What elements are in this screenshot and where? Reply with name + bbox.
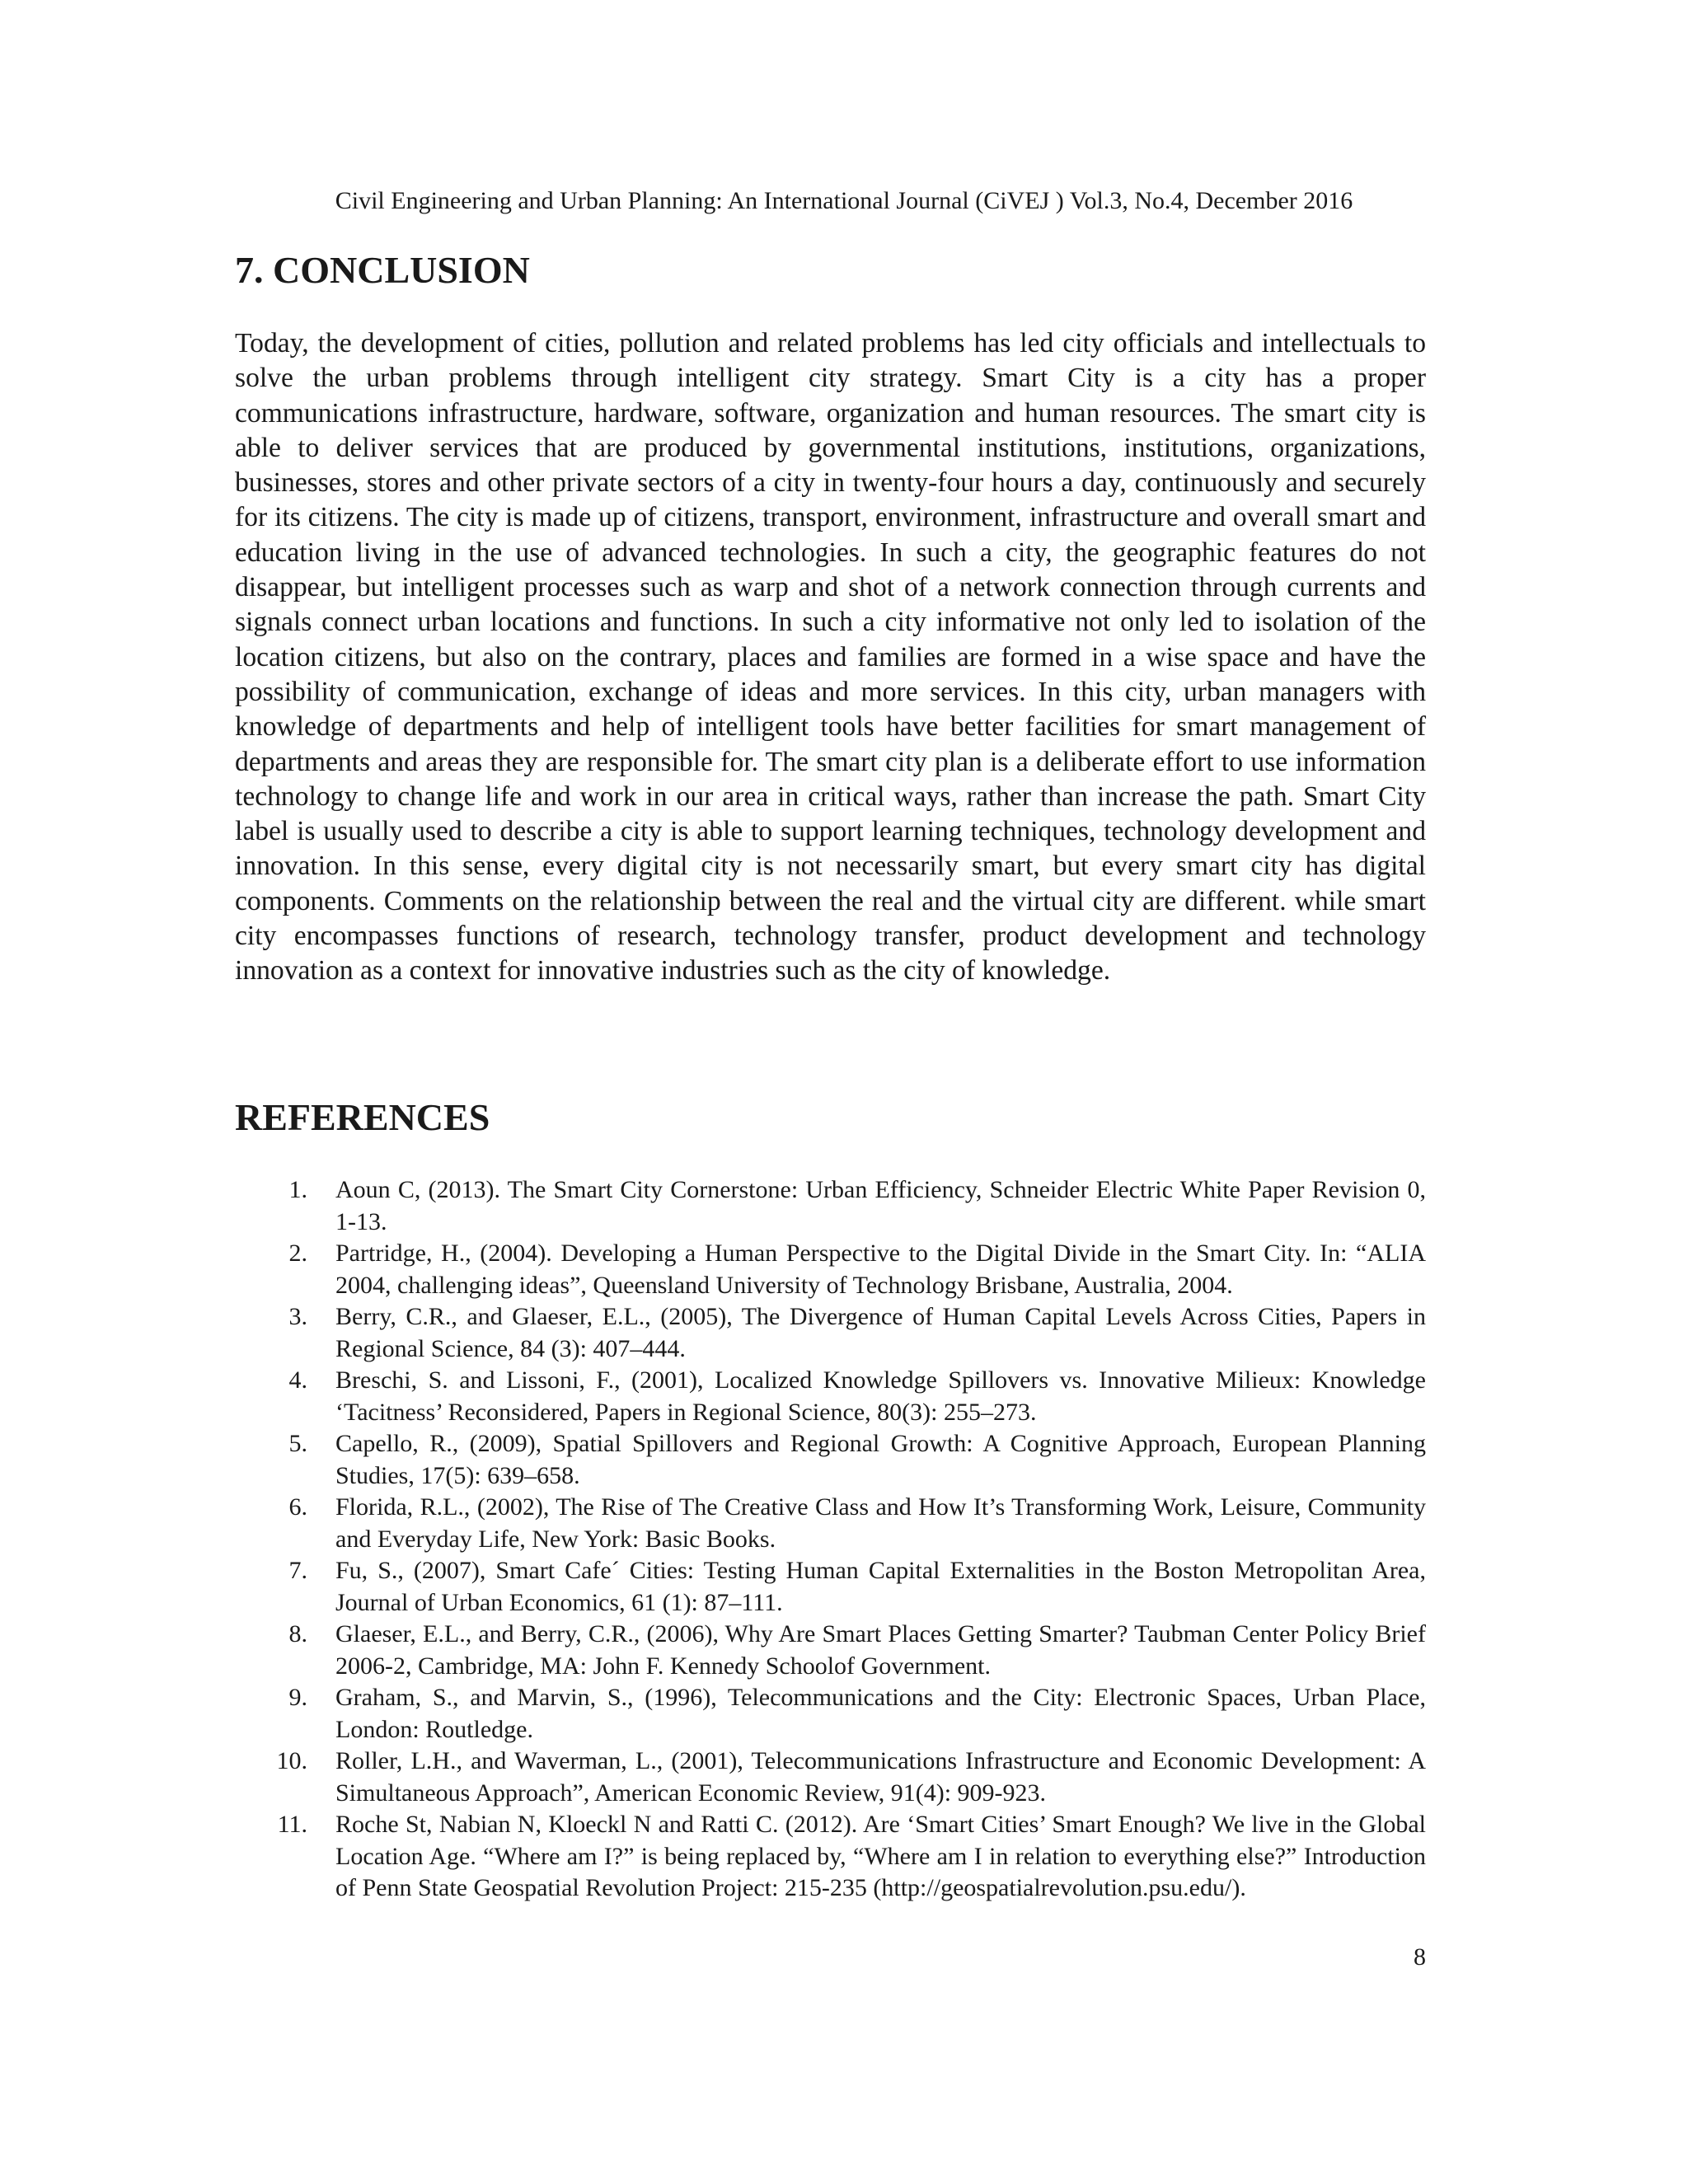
reference-text: Glaeser, E.L., and Berry, C.R., (2006), Why Are Smart Places Getting Smarter? Taubman Center Policy Brief 2006-2, Cambridge, MA: John F. Kennedy Schoolof Government.	[335, 1620, 1426, 1680]
reference-number: 8.	[288, 1620, 307, 1647]
reference-item	[235, 1555, 1426, 1619]
reference-item	[235, 1746, 1426, 1809]
reference-number: 4.	[288, 1366, 307, 1394]
reference-text: Breschi, S. and Lissoni, F., (2001), Localized Knowledge Spillovers vs. Innovative Milieux: Knowledge ‘Tacitness’ Reconsidered, Papers in Regional Science, 80(3): 255–273.	[335, 1366, 1426, 1426]
reference-item	[235, 1428, 1426, 1492]
reference-number: 7.	[288, 1557, 307, 1584]
reference-text: Roche St, Nabian N, Kloeckl N and Ratti C. (2012). Are ‘Smart Cities’ Smart Enough? We live in the Global Location Age. “Where am I?” is being replaced by, “Where am I in relation to everything else?” Introduction of Penn State Geospatial Revolution Project: 215-235 (http://geospatialrevolution.psu.edu/).	[335, 1811, 1426, 1901]
reference-text: Florida, R.L., (2002), The Rise of The Creative Class and How It’s Transforming Work, Leisure, Community and Everyday Life, New York: Basic Books.	[335, 1493, 1426, 1553]
conclusion-paragraph: Today, the development of cities, pollution and related problems has led city officials and intellectuals to solve the urban problems through intelligent city strategy. Smart City is a city has a proper communications infrastructure, hardware, software, organization and human resources. The smart city is able to deliver services that are produced by governmental institutions, institutions, organizations, businesses, stores and other private sectors of a city in twenty-four hours a day, continuously and securely for its citizens. The city is made up of citizens, transport, environment, infrastructure and overall smart and education living in the use of advanced technologies. In such a city, the geographic features do not disappear, but intelligent processes such as warp and shot of a network connection through currents and signals connect urban locations and functions. In such a city informative not only led to isolation of the location citizens, but also on the contrary, places and families are formed in a wise space and have the possibility of communication, exchange of ideas and more services. In this city, urban managers with knowledge of departments and help of intelligent tools have better facilities for smart management of departments and areas they are responsible for. The smart city plan is a deliberate effort to use information technology to change life and work in our area in critical ways, rather than increase the path. Smart City label is usually used to describe a city is able to support learning techniques, technology development and innovation. In this sense, every digital city is not necessarily smart, but every smart city has digital components. Comments on the relationship between the real and the virtual city are different. while smart city encompasses functions of research, technology transfer, product development and technology innovation as a context for innovative industries such as the city of knowledge.	[235, 328, 1426, 987]
reference-list	[235, 1174, 1426, 1905]
reference-item	[235, 1301, 1426, 1365]
reference-text: Partridge, H., (2004). Developing a Human Perspective to the Digital Divide in the Smart City. In: “ALIA 2004, challenging ideas”, Queensland University of Technology Brisbane, Australia, 2004.	[335, 1240, 1426, 1299]
reference-item	[235, 1809, 1426, 1905]
conclusion-heading: 7. CONCLUSION	[235, 249, 530, 291]
reference-text: Aoun C, (2013). The Smart City Cornerstone: Urban Efficiency, Schneider Electric White Paper Revision 0, 1-13.	[335, 1176, 1426, 1235]
reference-text: Capello, R., (2009), Spatial Spillovers and Regional Growth: A Cognitive Approach, European Planning Studies, 17(5): 639–658.	[335, 1430, 1426, 1489]
reference-number: 2.	[288, 1240, 307, 1267]
reference-number: 9.	[288, 1684, 307, 1711]
reference-text: Berry, C.R., and Glaeser, E.L., (2005), The Divergence of Human Capital Levels Across Cities, Papers in Regional Science, 84 (3): 407–444.	[335, 1303, 1426, 1362]
reference-number: 11.	[277, 1811, 307, 1838]
reference-item	[235, 1492, 1426, 1555]
reference-item	[235, 1619, 1426, 1682]
reference-number: 10.	[276, 1747, 307, 1774]
page-number: 8	[1414, 1943, 1426, 1971]
reference-number: 3.	[288, 1303, 307, 1330]
reference-text: Fu, S., (2007), Smart Cafe´ Cities: Testing Human Capital Externalities in the Boston Metropolitan Area, Journal of Urban Economics, 61 (1): 87–111.	[335, 1557, 1426, 1616]
reference-number: 5.	[288, 1430, 307, 1457]
reference-number: 1.	[288, 1176, 307, 1203]
reference-item	[235, 1238, 1426, 1301]
reference-text: Graham, S., and Marvin, S., (1996), Telecommunications and the City: Electronic Spaces, Urban Place, London: Routledge.	[335, 1684, 1426, 1743]
reference-number: 6.	[288, 1493, 307, 1521]
reference-item	[235, 1365, 1426, 1428]
running-header: Civil Engineering and Urban Planning: An International Journal (CiVEJ ) Vol.3, No.4, December 2016	[335, 187, 1353, 214]
reference-item	[235, 1682, 1426, 1746]
references-heading: REFERENCES	[235, 1096, 490, 1138]
reference-item	[235, 1174, 1426, 1238]
reference-text: Roller, L.H., and Waverman, L., (2001), Telecommunications Infrastructure and Economic Development: A Simultaneous Approach”, American Economic Review, 91(4): 909-923.	[335, 1747, 1426, 1807]
